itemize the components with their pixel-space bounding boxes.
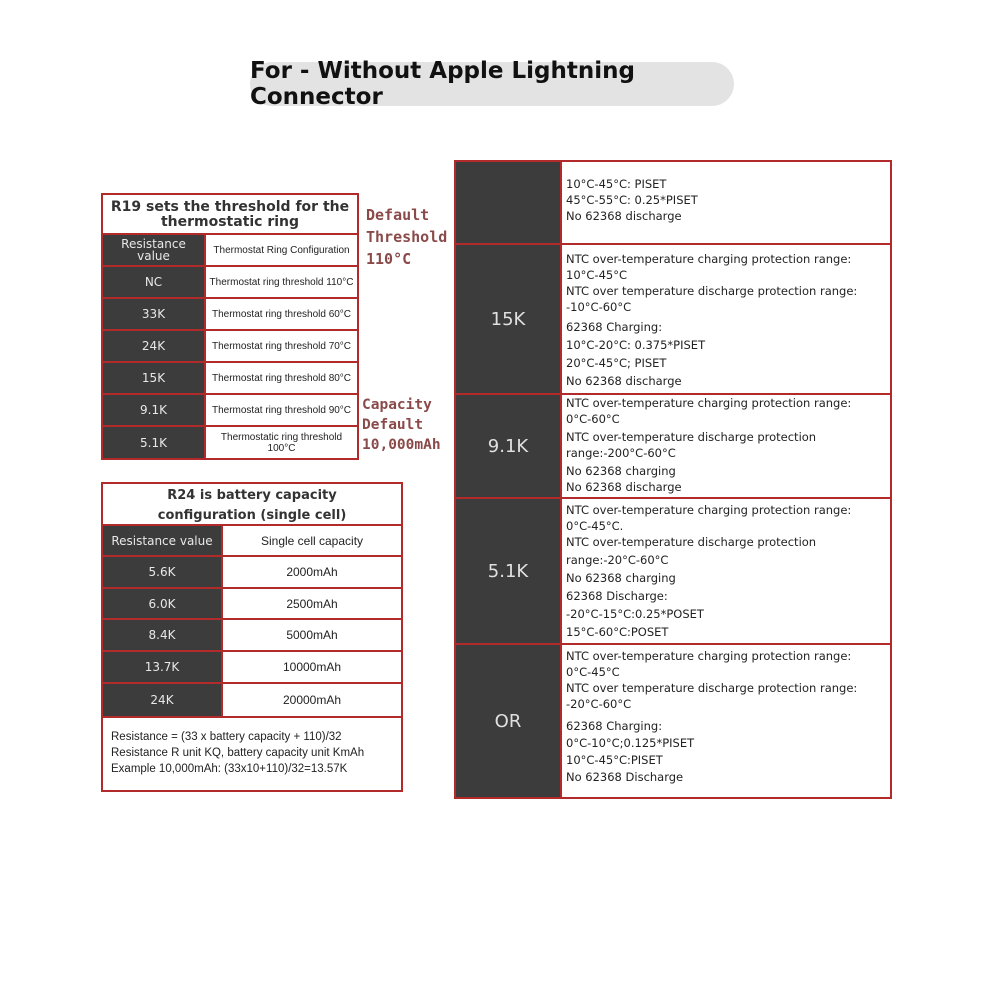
capacity-default-line3: 10,000mAh	[362, 437, 441, 453]
r24-heading-line2: configuration (single cell)	[157, 508, 347, 523]
detail-line: NTC over-temperature discharge protection	[566, 430, 817, 444]
threshold-value: Thermostat ring threshold 80°C	[204, 363, 357, 393]
r24-capacity-table	[101, 482, 403, 792]
formula-line: Resistance R unit KQ, battery capacity unit KmAh	[111, 747, 365, 759]
detail-line: 62368 Charging:	[566, 719, 663, 733]
protection-details	[560, 645, 890, 797]
detail-line: NTC over temperature discharge protection range:	[566, 681, 858, 695]
detail-line: 10°C-45°C: PISET	[566, 177, 667, 191]
table-row	[456, 162, 890, 245]
r19-threshold-table	[101, 193, 359, 460]
default-threshold-line1: Default	[366, 206, 430, 224]
detail-line: 10°C-45°C:PISET	[566, 753, 663, 767]
table-row	[103, 363, 357, 395]
detail-line: NTC over-temperature charging protection range:	[566, 252, 852, 266]
detail-line: 62368 Discharge:	[566, 589, 668, 603]
detail-line: -10°C-60°C	[566, 300, 632, 314]
detail-line: No 62368 discharge	[566, 480, 682, 494]
resistance-value: 24K	[103, 684, 221, 716]
r24-col-key-header: Resistance value	[103, 526, 221, 555]
detail-line: 0°C-45°C.	[566, 519, 624, 533]
detail-line: NTC over-temperature charging protection range:	[566, 503, 852, 517]
resistance-value: 5.1K	[103, 427, 204, 458]
default-threshold-line3: 110°C	[366, 250, 412, 268]
table-row	[103, 684, 401, 718]
capacity-value: 5000mAh	[221, 620, 401, 650]
capacity-default-line1: Capacity	[362, 397, 432, 413]
resistance-value: 9.1K	[103, 395, 204, 425]
capacity-formula	[111, 729, 364, 777]
detail-line: No 62368 charging	[566, 464, 676, 478]
detail-line: 45°C-55°C: 0.25*PISET	[566, 193, 698, 207]
threshold-value: Thermostatic ring threshold 100°C	[204, 427, 357, 458]
table-row	[103, 589, 401, 620]
table-row	[456, 395, 890, 499]
protection-details	[560, 245, 890, 393]
resistance-value: 15K	[456, 245, 560, 393]
table-row	[103, 427, 357, 458]
capacity-default-line2: Default	[362, 417, 424, 433]
resistance-value: OR	[456, 645, 560, 797]
detail-line: -20°C-60°C	[566, 697, 632, 711]
detail-line: NTC over-temperature charging protection range:	[566, 396, 852, 410]
resistance-value	[456, 162, 560, 243]
detail-line: -20°C-15°C:0.25*POSET	[566, 607, 704, 621]
detail-line: NTC over temperature discharge protection range:	[566, 284, 858, 298]
detail-line: NTC over-temperature charging protection range:	[566, 649, 852, 663]
formula-line: Resistance = (33 x battery capacity + 110)/32	[111, 731, 342, 743]
r19-col-value-header: Thermostat Ring Configuration	[204, 235, 357, 265]
threshold-value: Thermostat ring threshold 90°C	[204, 395, 357, 425]
table-row	[456, 645, 890, 797]
resistance-value: 9.1K	[456, 395, 560, 497]
r24-heading-line1: R24 is battery capacity	[167, 488, 337, 503]
table-row	[103, 267, 357, 299]
threshold-value: Thermostat ring threshold 60°C	[204, 299, 357, 329]
detail-line: range:-200°C-60°C	[566, 446, 676, 460]
r24-col-value-header: Single cell capacity	[221, 526, 401, 555]
resistance-value: 6.0K	[103, 589, 221, 618]
detail-line: 20°C-45°C; PISET	[566, 356, 667, 370]
detail-line: NTC over-temperature discharge protection	[566, 535, 817, 549]
detail-line: 0°C-10°C;0.125*PISET	[566, 736, 695, 750]
detail-line: 62368 Charging:	[566, 320, 663, 334]
resistance-value: 8.4K	[103, 620, 221, 650]
capacity-value: 2500mAh	[221, 589, 401, 618]
protection-details	[560, 395, 890, 497]
resistance-value: 24K	[103, 331, 204, 361]
formula-line: Example 10,000mAh: (33x10+110)/32=13.57K	[111, 763, 348, 775]
detail-line: No 62368 charging	[566, 571, 676, 585]
resistance-value: 33K	[103, 299, 204, 329]
threshold-value: Thermostat ring threshold 110°C	[204, 267, 357, 297]
table-row	[103, 395, 357, 427]
protection-details	[560, 499, 890, 643]
table-row	[103, 331, 357, 363]
detail-line: No 62368 discharge	[566, 374, 682, 388]
table-row	[103, 557, 401, 589]
resistance-value: 15K	[103, 363, 204, 393]
r24-header-row	[103, 526, 401, 557]
capacity-value: 10000mAh	[221, 652, 401, 682]
r24-table-heading	[103, 484, 401, 526]
page-title: For - Without Apple Lightning Connector	[250, 62, 734, 106]
table-row	[103, 299, 357, 331]
default-threshold-line2: Threshold	[366, 228, 448, 246]
capacity-value: 20000mAh	[221, 684, 401, 716]
detail-line: 10°C-20°C: 0.375*PISET	[566, 338, 706, 352]
resistance-value: 5.6K	[103, 557, 221, 587]
resistance-value: 13.7K	[103, 652, 221, 682]
r19-table-heading: R19 sets the threshold for the thermostatic ring	[103, 195, 357, 235]
table-row	[456, 245, 890, 395]
detail-line: 0°C-60°C	[566, 412, 620, 426]
table-row	[103, 620, 401, 652]
detail-line: 10°C-45°C	[566, 268, 627, 282]
ntc-protection-table	[454, 160, 892, 799]
table-row	[103, 652, 401, 684]
detail-line: No 62368 Discharge	[566, 770, 684, 784]
default-threshold-note	[366, 204, 447, 270]
threshold-value: Thermostat ring threshold 70°C	[204, 331, 357, 361]
protection-details	[560, 162, 890, 243]
resistance-value: 5.1K	[456, 499, 560, 643]
r19-col-key-header: Resistance value	[103, 235, 204, 265]
capacity-value: 2000mAh	[221, 557, 401, 587]
table-row	[456, 499, 890, 645]
detail-line: 0°C-45°C	[566, 665, 620, 679]
detail-line: 15°C-60°C:POSET	[566, 625, 669, 639]
r19-header-row	[103, 235, 357, 267]
capacity-default-note	[362, 395, 441, 455]
resistance-value: NC	[103, 267, 204, 297]
detail-line: range:-20°C-60°C	[566, 553, 669, 567]
detail-line: No 62368 discharge	[566, 209, 682, 223]
